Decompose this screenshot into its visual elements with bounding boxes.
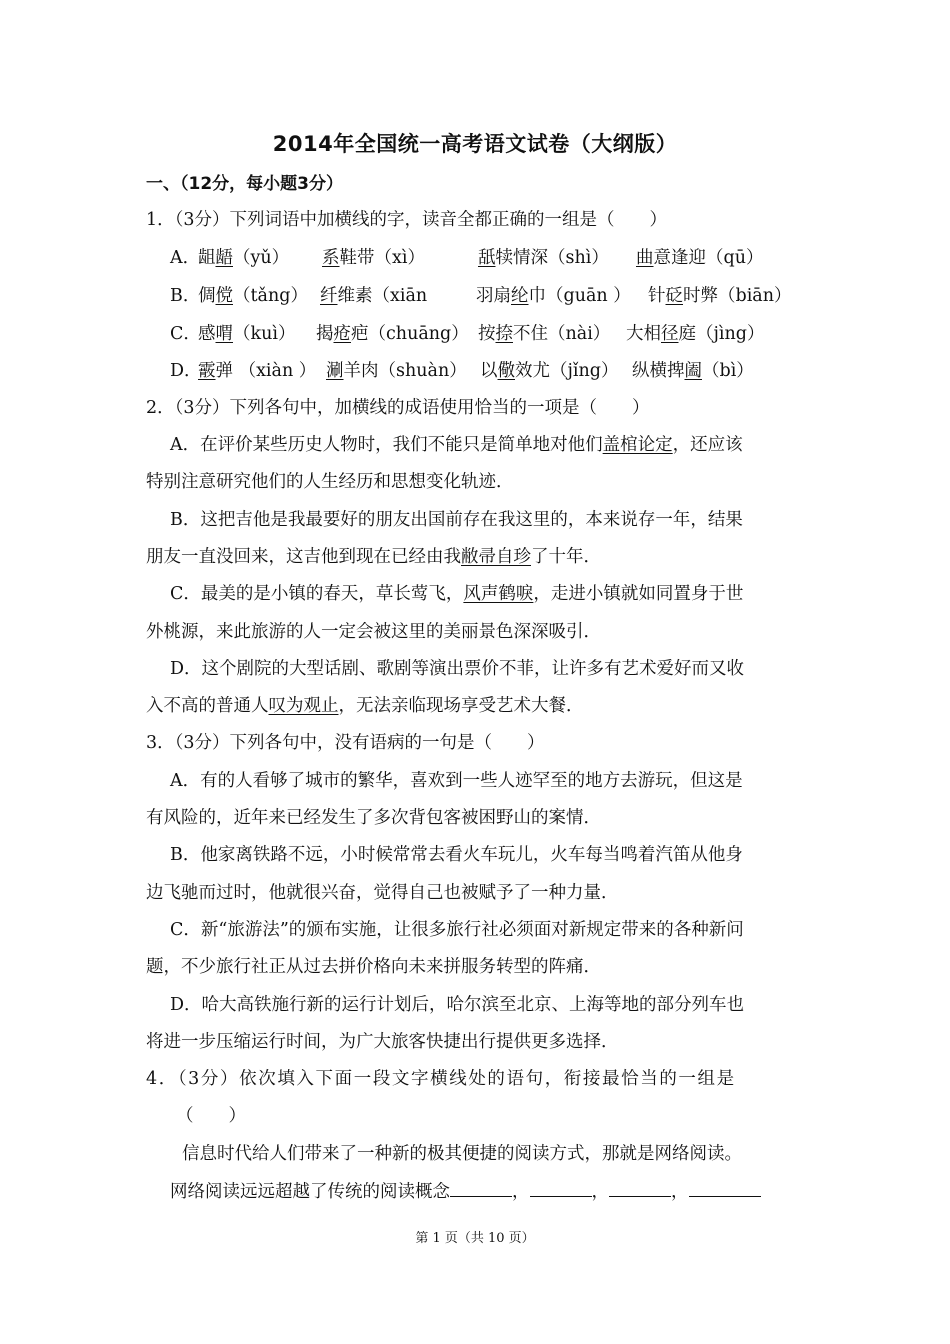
q3-c-line2: 题，不少旅行社正从过去拼价格向未来拼服务转型的阵痛．: [146, 957, 601, 977]
q1-b-word3: 羽扇纶巾（guān ）: [476, 286, 631, 306]
page-title: 2014年全国统一高考语文试卷（大纲版）: [272, 132, 678, 156]
q3-c-line1: C．新“旅游法”的颁布实施，让很多旅行社必须面对新规定带来的各种新问: [170, 920, 744, 940]
q2-a-line2: 特别注意研究他们的人生经历和思想变化轨迹．: [146, 472, 514, 492]
q2-d-line1: D．这个剧院的大型话剧、歌剧等演出票价不菲，让许多有艺术爱好而又收: [170, 659, 745, 679]
page-footer: 第 1 页（共 10 页）: [415, 1231, 535, 1246]
q1-c-word4: 大相径庭（jìng）: [626, 324, 765, 344]
q1-b-word1: 倜傥（tǎng）: [198, 286, 308, 306]
q3-d-line1: D．哈大高铁施行新的运行计划后，哈尔滨至北京、上海等地的部分列车也: [170, 995, 745, 1015]
q3-b-line1: B．他家离铁路不远，小时候常常去看火车玩儿，火车每当鸣着汽笛从他身: [170, 845, 743, 865]
q1-b-word2: 纤维素（xiān: [320, 286, 428, 306]
q1-a-word1: 龃龉（yǔ）: [198, 248, 290, 268]
q1-d-word4: 纵横捭阖（bì）: [632, 361, 754, 381]
q2-d-line2: 入不高的普通人叹为观止，无法亲临现场享受艺术大餐．: [146, 696, 584, 716]
q1-d-label: D．: [170, 361, 202, 381]
q1-b-label: B．: [170, 286, 201, 306]
q2-a-line1: A．在评价某些历史人物时，我们不能只是简单地对他们盖棺论定，还应该: [170, 435, 743, 455]
q2-c-line2: 外桃源，来此旅游的人一定会被这里的美丽景色深深吸引．: [146, 622, 601, 642]
q3-b-line2: 边飞驰而过时，他就很兴奋，觉得自己也被赋予了一种力量．: [146, 883, 619, 903]
q2-b-line2: 朋友一直没回来，这吉他到现在已经由我敝帚自珍了十年．: [146, 547, 601, 567]
q1-a-label: A．: [170, 248, 201, 268]
q3-a-line1: A．有的人看够了城市的繁华，喜欢到一些人迹罕至的地方去游玩，但这是: [170, 771, 743, 791]
q4-answer-paren: （ ）: [176, 1106, 246, 1126]
q4-passage-line1: 信息时代给人们带来了一种新的极其便捷的阅读方式，那就是网络阅读。: [182, 1144, 742, 1164]
q1-a-word3: 舐犊情深（shì）: [478, 248, 609, 268]
q1-c-label: C．: [170, 324, 201, 344]
q1-a-word4: 曲意逢迎（qū）: [636, 248, 764, 268]
q4-stem: 4．（3分）依次填入下面一段文字横线处的语句，衔接最恰当的一组是: [146, 1069, 736, 1089]
q3-a-line2: 有风险的，近年来已经发生了多次背包客被困野山的案情．: [146, 808, 601, 828]
q1-c-word2: 揭疮疤（chuāng）: [316, 324, 469, 344]
q1-stem: 1．（3分）下列词语中加横线的字，读音全都正确的一组是（ ）: [146, 210, 668, 230]
q1-c-word1: 感喟（kuì）: [198, 324, 296, 344]
section-heading: 一、（12分，每小题3分）: [146, 174, 343, 194]
q1-d-word1: 霰弹 （xiàn ）: [198, 361, 317, 381]
q3-d-line2: 将进一步压缩运行时间，为广大旅客快捷出行提供更多选择．: [146, 1032, 619, 1052]
q1-d-word3: 以儆效尤（jǐng）: [480, 361, 619, 381]
fill-blank-3: [609, 1180, 671, 1197]
q1-c-word3: 按捺不住（nài）: [478, 324, 611, 344]
q1-b-word4: 针砭时弊（biān）: [648, 286, 792, 306]
q2-b-line1: B．这把吉他是我最要好的朋友出国前存在我这里的，本来说存一年，结果: [170, 510, 743, 530]
fill-blank-2: [530, 1180, 592, 1197]
q1-d-word2: 涮羊肉（shuàn）: [326, 361, 467, 381]
q3-stem: 3．（3分）下列各句中，没有语病的一句是（ ）: [146, 733, 545, 753]
fill-blank-4: [689, 1180, 761, 1197]
q2-stem: 2．（3分）下列各句中，加横线的成语使用恰当的一项是（ ）: [146, 398, 650, 418]
q1-a-word2: 系鞋带（xì）: [322, 248, 425, 268]
q2-c-line1: C．最美的是小镇的春天，草长莺飞，风声鹤唳，走进小镇就如同置身于世: [170, 584, 744, 604]
fill-blank-1: [450, 1180, 512, 1197]
q4-passage-line2: 网络阅读远远超越了传统的阅读概念 ， ， ，: [170, 1180, 761, 1204]
